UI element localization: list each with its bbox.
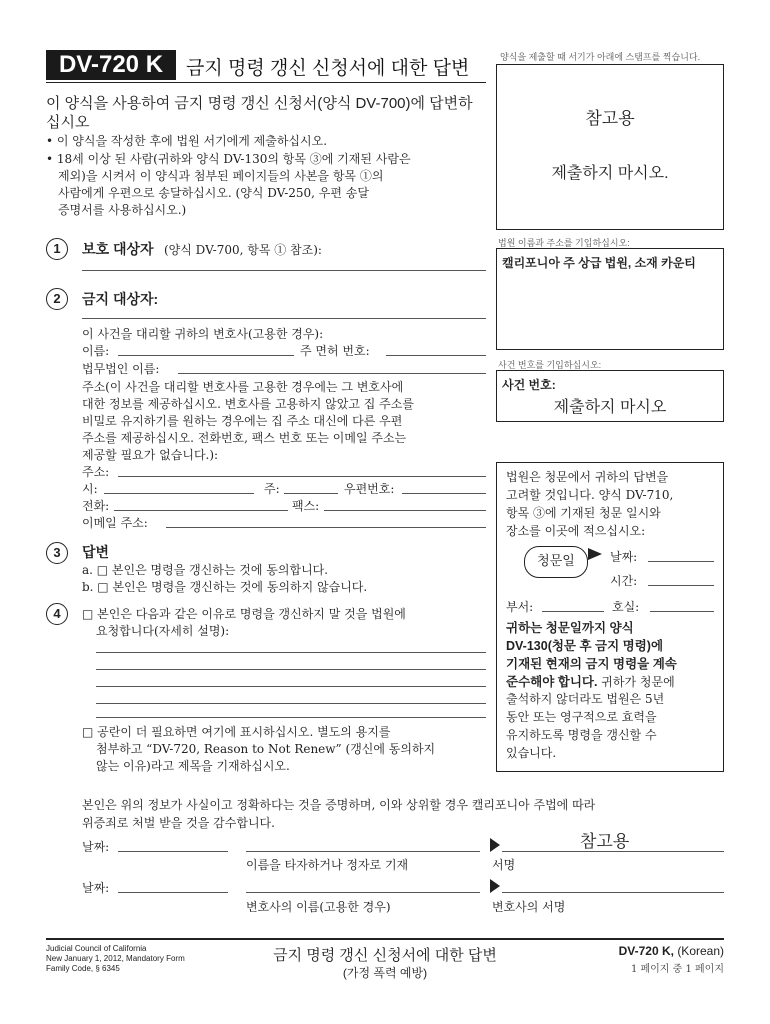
stamp-note: 양식을 제출할 때 서기가 아래에 스탬프를 찍습니다. (500, 52, 701, 62)
warning-6: 동안 또는 영구적으로 효력을 (506, 710, 657, 724)
warning-4-rest: 귀하가 청문에 (597, 675, 675, 689)
hearing-time-field[interactable] (648, 585, 714, 586)
sign-arrow-icon (490, 838, 500, 852)
hearing-text-3: 항목 ③에 기재된 청문 일시와 (506, 506, 661, 520)
hearing-date-badge: 청문일 (524, 546, 588, 578)
item-2-number: 2 (46, 288, 68, 310)
hearing-room-label: 호실: (612, 600, 640, 614)
footer-form-id (560, 944, 724, 958)
fax-field[interactable] (324, 510, 486, 511)
footer-page: 1 페이지 중 1 페이지 (630, 964, 724, 975)
item-1-title: 보호 대상자 (82, 241, 154, 257)
warning-4-bold: 준수해야 합니다. (506, 675, 598, 689)
reason-line-4[interactable] (96, 703, 486, 704)
form-title: 금지 명령 갱신 신청서에 대한 답변 (186, 58, 470, 79)
date-label-1: 날짜: (82, 840, 110, 854)
zip-label: 우편번호: (344, 482, 395, 496)
case-number-label: 사건 번호: (502, 378, 556, 392)
email-field[interactable] (166, 527, 486, 528)
warning-1: 귀하는 청문일까지 양식 (506, 621, 634, 635)
phone-field[interactable] (114, 510, 288, 511)
footer-rule (46, 938, 724, 940)
lawyer-name-field[interactable] (246, 892, 480, 893)
intro-bullet-2-line3: 사람에게 우편으로 송달하십시오. (양식 DV-250, 우편 송달 (58, 186, 369, 200)
hearing-text-2: 고려할 것입니다. 양식 DV-710, (506, 488, 674, 502)
form-code-badge: DV-720 K (46, 50, 176, 80)
item-3-title: 답변 (82, 544, 110, 560)
item-2-title: 금지 대상자: (82, 291, 159, 307)
name-field[interactable] (118, 355, 294, 356)
arrow-right-icon (588, 548, 602, 560)
hearing-date-field[interactable] (648, 561, 714, 562)
address-instructions-3: 비밀로 유지하기를 원하는 경우에는 집 주소 대신에 다른 우편 (82, 414, 403, 428)
sign-arrow-icon-2 (490, 879, 500, 893)
address-field[interactable] (118, 476, 486, 477)
reason-line-3[interactable] (96, 686, 486, 687)
warning-7: 유지하도록 명령을 갱신할 수 (506, 728, 657, 742)
city-field[interactable] (104, 493, 254, 494)
zip-field[interactable] (402, 493, 486, 494)
phone-label: 전화: (82, 499, 110, 513)
reason-line-5[interactable] (96, 717, 486, 718)
footer-mandatory: New January 1, 2012, Mandatory Form (46, 954, 185, 963)
item-1-number: 1 (46, 238, 68, 260)
hearing-text-4: 장소를 이곳에 적으십시오: (506, 524, 646, 538)
reason-line-2[interactable] (96, 669, 486, 670)
more-space-note-2: 첨부하고 “DV-720, Reason to Not Renew” (갱신에 동의하지 (96, 742, 436, 756)
footer-subtitle: (가정 폭력 예방) (342, 966, 428, 980)
case-number-value: 제출하지 마시오 (553, 399, 667, 416)
footer-title: 금지 명령 갱신 신청서에 대한 답변 (273, 947, 497, 964)
warning-3: 기재된 현재의 금지 명령을 계속 (506, 657, 677, 671)
protected-person-field[interactable] (82, 270, 486, 271)
hearing-dept-field[interactable] (542, 611, 604, 612)
footer-code: Family Code, § 6345 (46, 964, 120, 973)
footer-council: Judicial Council of California (46, 944, 147, 953)
reason-line-1[interactable] (96, 652, 486, 653)
lawyer-name-caption: 변호사의 이름(고용한 경우) (246, 900, 391, 914)
warning-4 (506, 672, 675, 690)
bar-number-field[interactable] (386, 355, 486, 356)
stamp-reference: 참고용 (585, 109, 635, 128)
response-agree-checkbox[interactable]: a. □ 본인은 명령을 갱신하는 것에 동의합니다. (82, 563, 329, 577)
address-instructions-1: 주소(이 사건을 대리할 변호사를 고용한 경우에는 그 변호사에 (82, 380, 404, 394)
clerk-stamp-box (496, 64, 724, 230)
intro-bullet-2-line4: 증명서를 사용하십시오.) (58, 203, 187, 217)
bar-number-label: 주 면허 번호: (300, 344, 370, 358)
item-4-number: 4 (46, 603, 68, 625)
hearing-date-label: 날짜: (610, 550, 638, 564)
email-label: 이메일 주소: (82, 516, 148, 530)
state-label: 주: (264, 482, 280, 496)
reason-checkbox[interactable]: □ 본인은 다음과 같은 이유로 명령을 갱신하지 말 것을 법원에 (82, 607, 406, 621)
footer-language: (Korean) (677, 944, 724, 958)
address-instructions-5: 제공할 필요가 없습니다.): (82, 448, 219, 462)
address-instructions-4: 주소를 제공하십시오. 전화번호, 팩스 번호 또는 이메일 주소는 (82, 431, 407, 445)
hearing-time-label: 시간: (610, 574, 638, 588)
more-space-checkbox[interactable]: □ 공란이 더 필요하면 여기에 표시하십시오. 별도의 용지를 (82, 725, 391, 739)
signature-reference: 참고용 (580, 832, 630, 851)
intro-bullet-2-line1: • 18세 이상 된 사람(귀하와 양식 DV-130의 항목 ③에 기재된 사람은 (46, 152, 411, 166)
court-name: 캘리포니아 주 상급 법원, 소재 카운티 (502, 256, 696, 270)
date-field-1[interactable] (118, 851, 228, 852)
signature-caption: 서명 (492, 858, 516, 872)
intro-bullet-1: • 이 양식을 작성한 후에 법원 서기에게 제출하십시오. (46, 134, 328, 148)
footer-form-code: DV-720 K, (618, 944, 674, 958)
city-label: 시: (82, 482, 98, 496)
intro-bullet-2-line2: 제외)을 시켜서 이 양식과 첨부된 페이지들의 사본을 항목 ①의 (58, 169, 384, 183)
name-label: 이름: (82, 344, 110, 358)
printed-name-caption: 이름을 타자하거나 정자로 기재 (246, 858, 409, 872)
hearing-dept-label: 부서: (506, 600, 534, 614)
case-label: 사건 번호를 기입하십시오: (498, 360, 602, 370)
hearing-text-1: 법원은 청문에서 귀하의 답변을 (506, 470, 669, 484)
firm-field[interactable] (178, 373, 486, 374)
reason-prompt: 요청합니다(자세히 설명): (96, 624, 230, 638)
stamp-do-not-file: 제출하지 마시오. (551, 165, 669, 182)
court-label: 법원 이름과 주소를 기입하십시오: (498, 238, 630, 248)
signature-field[interactable] (502, 851, 724, 852)
more-space-note-3: 않는 이유)라고 제목을 기재하십시오. (96, 759, 290, 773)
address-instructions-2: 대한 정보를 제공하십시오. 변호사를 고용하지 않았고 집 주소를 (82, 397, 414, 411)
header-rule (46, 82, 486, 83)
restrained-person-field[interactable] (82, 318, 486, 319)
printed-name-field[interactable] (246, 851, 480, 852)
lawyer-signature-caption: 변호사의 서명 (492, 900, 566, 914)
warning-2: DV-130(청문 후 금지 명령)에 (506, 639, 664, 653)
address-label: 주소: (82, 465, 110, 479)
item-1-note: (양식 DV-700, 항목 ① 참조): (164, 243, 322, 257)
date-label-2: 날짜: (82, 881, 110, 895)
warning-8: 있습니다. (506, 746, 557, 760)
warning-5: 출석하지 않더라도 법원은 5년 (506, 692, 665, 706)
firm-label: 법무법인 이름: (82, 362, 160, 376)
declaration-line-1: 본인은 위의 정보가 사실이고 정확하다는 것을 증명하며, 이와 상위할 경우 캘리포니아 주법에 따라 (82, 798, 596, 812)
hearing-room-field[interactable] (650, 611, 714, 612)
item-3-number: 3 (46, 542, 68, 564)
lawyer-signature-field[interactable] (502, 892, 724, 893)
response-disagree-checkbox[interactable]: b. □ 본인은 명령을 갱신하는 것에 동의하지 않습니다. (82, 580, 368, 594)
declaration-line-2: 위증죄로 처벌 받을 것을 감수합니다. (82, 816, 275, 830)
lawyer-heading: 이 사건을 대리할 귀하의 변호사(고용한 경우): (82, 327, 324, 341)
fax-label: 팩스: (292, 499, 320, 513)
state-field[interactable] (284, 493, 338, 494)
date-field-2[interactable] (118, 892, 228, 893)
intro-heading: 이 양식을 사용하여 금지 명령 갱신 신청서(양식 DV-700)에 답변하십시오 (46, 95, 473, 131)
